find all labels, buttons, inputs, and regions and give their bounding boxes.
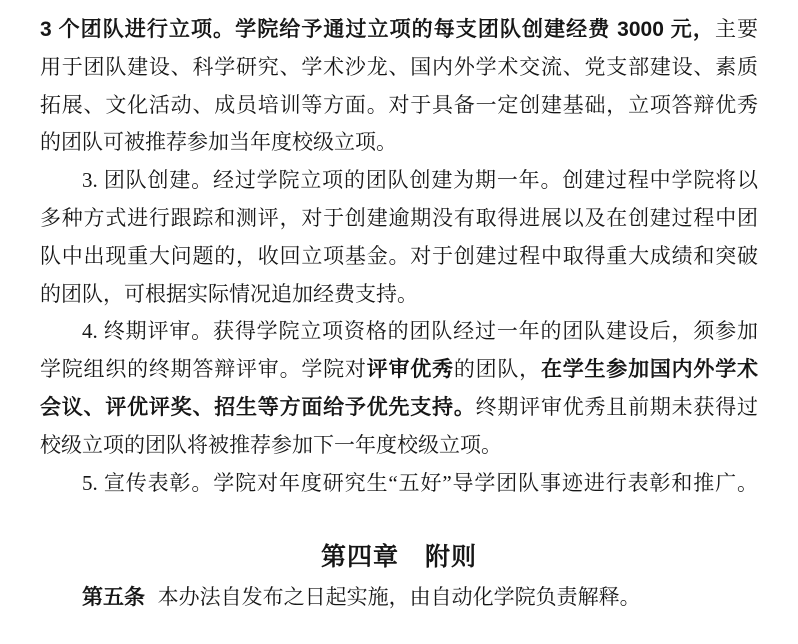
text-run: 用于团队建设、科学研究、学术沙龙、国内外学术交流、党支部建设、素质 [40, 54, 758, 79]
text-run: 3. 团队创建。经过学院立项的团队创建为期一年。创建过程中学院将以 [82, 168, 758, 193]
text-line [40, 465, 758, 503]
text-run: 的团队， [453, 357, 541, 382]
text-line [40, 200, 758, 238]
text-run: 校级立项的团队将被推荐参加下一年度校级立项。 [40, 432, 502, 457]
text-line [40, 276, 758, 314]
chapter-heading: 第四章 附则 [320, 543, 477, 572]
bold-run: 3 个团队进行立项。学院给予通过立项的每支团队创建经费 3000 元， [40, 18, 715, 41]
bold-run: 在学生参加国内外学术 [540, 358, 758, 382]
text-line [40, 238, 758, 276]
text-run: 终期评审优秀且前期未获得过 [475, 394, 758, 419]
text-line [40, 427, 758, 465]
bold-run: 评审优秀 [366, 358, 454, 382]
text-run: 5. 宣传表彰。学院对年度研究生“五好”导学团队事迹进行表彰和推广。 [82, 470, 758, 495]
text-line [40, 389, 758, 427]
text-line [40, 351, 758, 389]
text-line [40, 313, 758, 351]
text-run: 队中出现重大问题的，收回立项基金。对于创建过程中取得重大成绩和突破 [40, 243, 758, 268]
text-run: 的团队，可根据实际情况追加经费支持。 [40, 281, 418, 306]
article-line [40, 579, 758, 617]
text-line [40, 124, 758, 162]
text-line [40, 11, 758, 49]
text-line [40, 49, 758, 87]
text-line [40, 87, 758, 125]
text-run: 主要 [714, 17, 758, 41]
text-run: 学院组织的终期答辩评审。学院对 [40, 357, 367, 382]
article-number: 第五条 [82, 586, 145, 610]
text-run: 拓展、文化活动、成员培训等方面。对于具备一定创建基础，立项答辩优秀 [40, 92, 758, 117]
text-run: 多种方式进行跟踪和测评，对于创建逾期没有取得进展以及在创建过程中团 [40, 205, 758, 230]
article-text: 本办法自发布之日起实施，由自动化学院负责解释。 [157, 585, 641, 610]
text-line [40, 162, 758, 200]
text-run: 的团队可被推荐参加当年度校级立项。 [40, 130, 397, 155]
bold-run: 会议、评优评奖、招生等方面给予优先支持。 [40, 395, 476, 419]
text-run: 4. 终期评审。获得学院立项资格的团队经过一年的团队建设后，须参加 [82, 319, 758, 344]
